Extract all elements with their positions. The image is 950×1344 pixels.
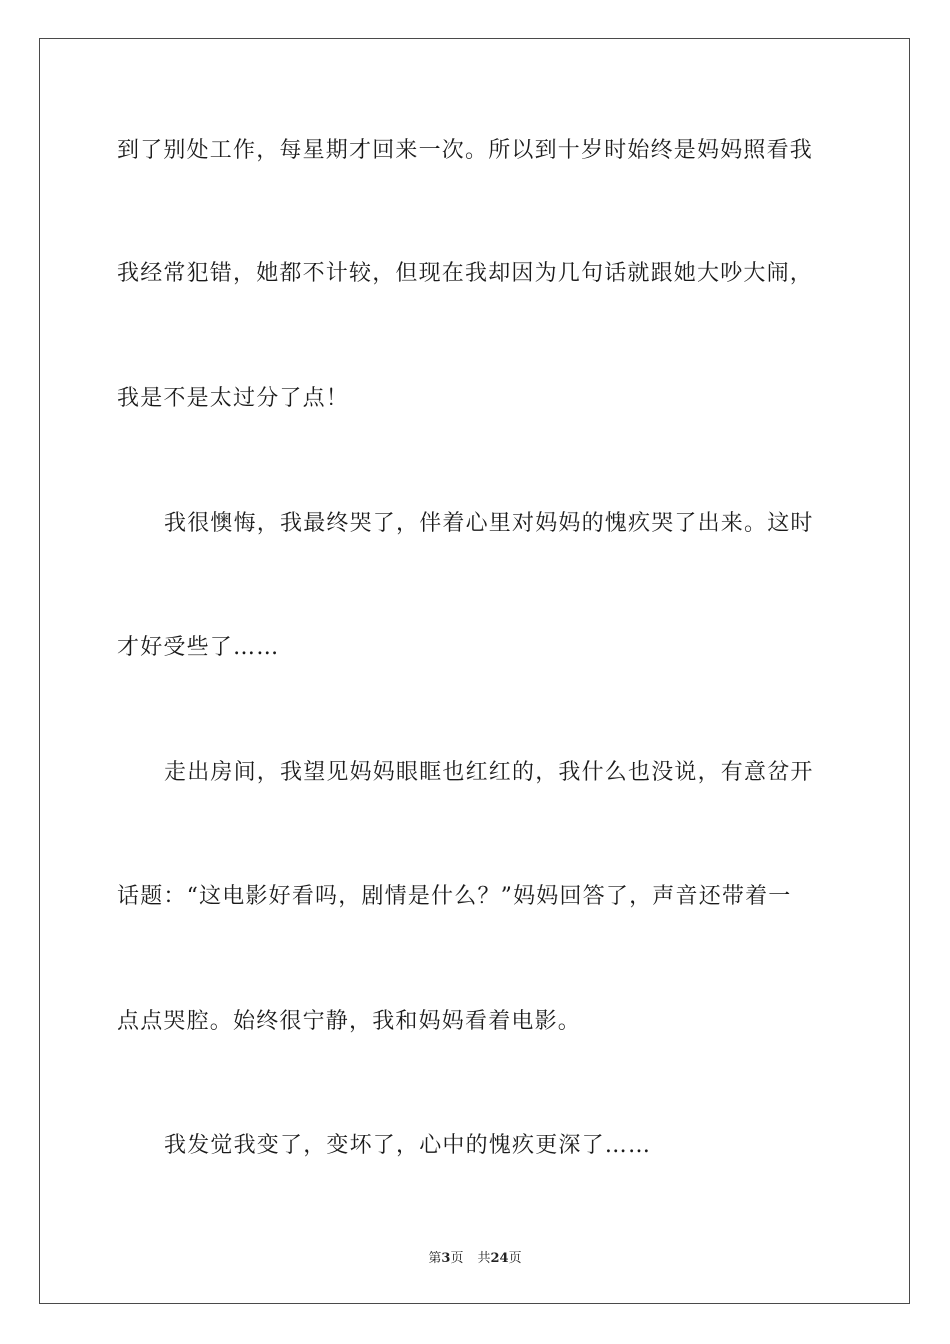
body-line-8: 点点哭腔。始终很宁静，我和妈妈看着电影。 — [117, 1009, 582, 1034]
body-line-4: 我很懊悔，我最终哭了，伴着心里对妈妈的愧疚哭了出来。这时 — [164, 511, 814, 536]
page-suffix: 页 — [450, 1251, 464, 1266]
page-number: 3 — [441, 1251, 451, 1266]
total-suffix: 页 — [508, 1251, 522, 1266]
body-line-5: 才好受些了…… — [117, 635, 280, 660]
total-prefix: 共 — [477, 1251, 491, 1266]
body-line-1: 到了别处工作，每星期才回来一次。所以到十岁时始终是妈妈照看我 — [117, 138, 814, 163]
total-pages: 24 — [490, 1251, 509, 1266]
body-line-9: 我发觉我变了，变坏了，心中的愧疚更深了…… — [164, 1133, 652, 1158]
body-line-2: 我经常犯错，她都不计较，但现在我却因为几句话就跟她大吵大闹， — [117, 261, 814, 286]
body-line-7: 话题：“这电影好看吗，剧情是什么？”妈妈回答了，声音还带着一 — [117, 884, 792, 909]
body-line-3: 我是不是太过分了点！ — [117, 386, 350, 411]
page-prefix: 第 — [428, 1251, 442, 1266]
page-footer — [0, 1247, 950, 1266]
body-line-6: 走出房间，我望见妈妈眼眶也红红的，我什么也没说，有意岔开 — [164, 760, 814, 785]
page-frame — [39, 38, 910, 1304]
